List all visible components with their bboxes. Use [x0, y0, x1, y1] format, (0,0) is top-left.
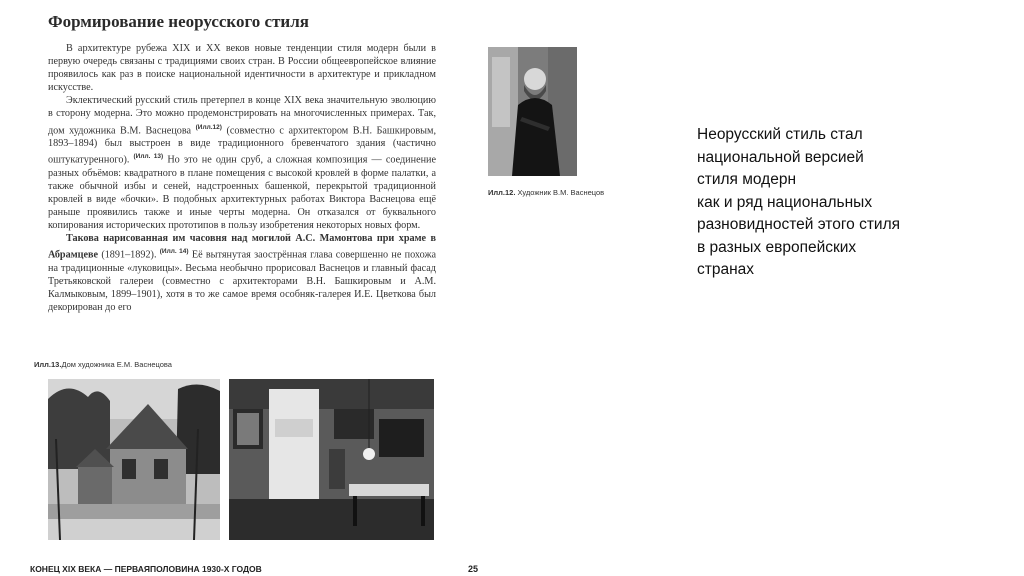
- portrait-photo: [488, 47, 577, 176]
- interior-illustration: [229, 379, 434, 540]
- side-note-line: Неорусский стиль стал: [697, 126, 863, 143]
- side-note-line: в разных европейских: [697, 238, 857, 256]
- illustration-12-caption: Илл.12. Художник В.М. Васнецов: [488, 188, 605, 197]
- side-note-line: стиля модерн: [697, 171, 797, 188]
- illustration-ref-12: (Илл.12): [195, 123, 222, 131]
- side-note-line: странах: [697, 261, 755, 278]
- page-title: Формирование неорусского стиля: [48, 12, 309, 31]
- article-body: [48, 42, 436, 328]
- house-exterior-photo: [48, 379, 220, 540]
- side-note-line: национальной версией: [697, 148, 864, 166]
- house-interior-photo: [229, 379, 434, 540]
- illustration-ref-13: (Илл. 13): [133, 153, 164, 161]
- paragraph-2: Эклектический русский стиль претерпел в конце XIX века значительную эволюцию в сторону модерна. Это можно продемонстрировать на многочисленных примерах. Так, дом художника В.М. Васнецова $^{(Илл.12)}$ (совместно с архитектором В.Н. Башкировым, 1893–1894) был выстроен в виде традиционного бревенчатого здания (частично оштукатуренного). $^{(Илл. 13)}$ Но это не один сруб, а сложная композиция — соединение разных объёмов: квадратного в плане помещения с высокой кровлей в форме палатки, а также обычной избы и сеней, надстроенных башенкой, перекрытой традиционной кровлей в виде «бочки». В подобных архитектурных работах Виктора Васнецова ещё раньше проявились также и иные черты модерна. Он отказался от буквального копирования исторических прототипов в пользу изобретения некоторых новых форм.: [48, 95, 436, 231]
- page-number: 25: [468, 564, 479, 574]
- running-head: КОНЕЦ XIX ВЕКА — ПЕРВАЯПОЛОВИНА 1930-Х ГОДОВ: [30, 564, 262, 574]
- portrait-illustration: [488, 47, 577, 176]
- side-note: [697, 124, 997, 282]
- paragraph-1: В архитектуре рубежа XIX и XX веков новые тенденции стиля модерн были в первую очередь связаны с традициями своих стран. В России общеевропейское влияние проявилось как раз в поиске национальной идентичности в архитектуре и прикладном искусстве.: [48, 43, 436, 94]
- illustration-13-caption: Илл.13.Дом художника Е.М. Васнецова: [34, 360, 172, 369]
- paragraph-3: Такова нарисованная им часовня над могилой А.С. Мамонтова при храме в Абрамцеве (1891–1892). $^{(Илл. 14)}$ Её вытянутая заострённая глава совершенно не похожа на традиционные «луковицы». Весьма необычно прорисовал Васнецов и главный фасад Третьяковской галереи (совместно с архитекторами В.Н. Башкировым и А.М. Калмыковым, 1899–1901), хотя в то же самое время особняк-галерея И.Е. Цветкова был декорирован до его: [48, 233, 436, 313]
- house-illustration: [48, 379, 220, 540]
- side-note-line: как и ряд национальных: [697, 193, 873, 211]
- illustration-ref-14: (Илл. 14): [159, 248, 189, 256]
- side-note-line: разновидностей этого стиля: [697, 216, 901, 233]
